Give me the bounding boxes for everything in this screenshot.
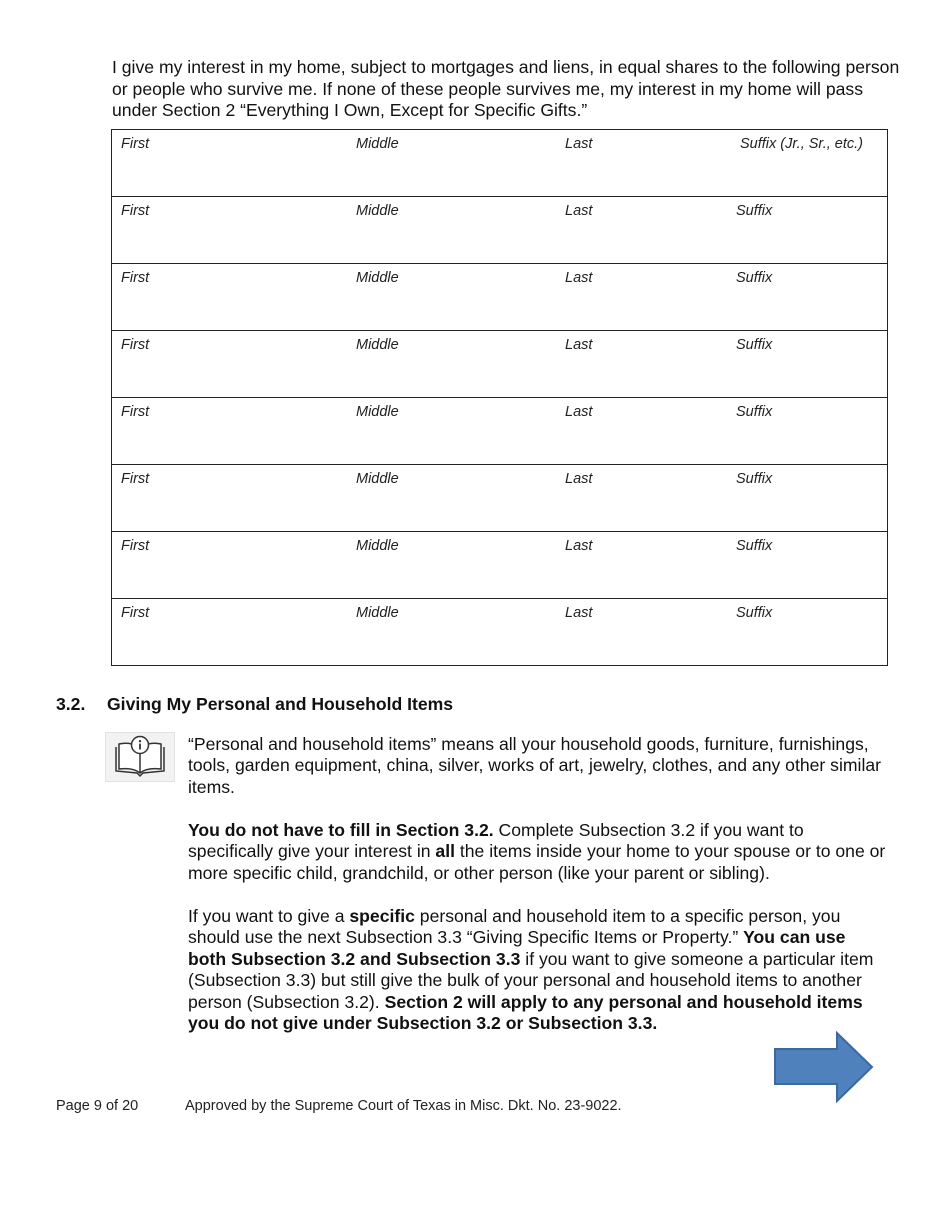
- first-name-label: First: [121, 605, 150, 621]
- last-name-label: Last: [565, 203, 593, 219]
- name-entry-cell[interactable]: [112, 599, 888, 666]
- middle-name-label: Middle: [356, 337, 399, 353]
- name-entry-cell[interactable]: [112, 264, 888, 331]
- name-entry-cell[interactable]: [112, 532, 888, 599]
- paragraph-text: Complete Subsection 3.2 if you want to specifically give your interest in: [188, 820, 804, 862]
- instruction-paragraph-1: [188, 820, 888, 884]
- middle-name-label: Middle: [356, 203, 399, 219]
- middle-name-label: Middle: [356, 270, 399, 286]
- middle-name-label: Middle: [356, 471, 399, 487]
- first-name-label: First: [121, 136, 150, 152]
- last-name-label: Last: [565, 337, 593, 353]
- bold-all: all: [435, 841, 455, 862]
- info-book-icon: [105, 732, 175, 782]
- middle-name-label: Middle: [356, 605, 399, 621]
- middle-name-label: Middle: [356, 404, 399, 420]
- name-entry-cell[interactable]: [112, 197, 888, 264]
- first-name-label: First: [121, 471, 150, 487]
- bold-lead: You do not have to fill in Section 3.2.: [188, 820, 494, 840]
- right-arrow-icon[interactable]: [773, 1031, 875, 1110]
- middle-name-label: Middle: [356, 538, 399, 554]
- first-name-label: First: [121, 270, 150, 286]
- suffix-label: Suffix: [736, 471, 773, 487]
- suffix-label: Suffix: [736, 605, 773, 621]
- name-row: [112, 599, 888, 666]
- suffix-label: Suffix: [736, 337, 773, 353]
- section-heading: [56, 694, 453, 715]
- bold-specific: specific: [349, 906, 415, 926]
- section-title: Giving My Personal and Household Items: [107, 694, 454, 714]
- first-name-label: First: [121, 337, 150, 353]
- first-name-label: First: [121, 203, 150, 219]
- bold-section-2-note: Section 2 will apply to any personal and household items you do not give under Subsection 3.2 or Subsection 3.3.: [188, 991, 863, 1034]
- suffix-label: Suffix: [736, 404, 773, 420]
- intro-paragraph: I give my interest in my home, subject to mortgages and liens, in equal shares to the following person or people who survive me. If none of these people survives me, my interest in my home will pass under Section 2 “Everything I Own, Except for Specific Gifts.”: [112, 57, 900, 120]
- suffix-label: Suffix: [736, 270, 773, 286]
- paragraph-text: if you want to give someone a particular item (Subsection 3.3) but still give the bulk of your personal and household items to another person (Subsection 3.2).: [188, 948, 874, 1012]
- name-entry-cell[interactable]: [112, 331, 888, 398]
- first-name-label: First: [121, 538, 150, 554]
- name-row: [112, 398, 888, 465]
- last-name-label: Last: [565, 605, 593, 621]
- beneficiary-name-table: [111, 129, 888, 666]
- last-name-label: Last: [565, 538, 593, 554]
- section-number: 3.2.: [56, 694, 86, 714]
- suffix-label: Suffix (Jr., Sr., etc.): [740, 136, 863, 152]
- name-row: [112, 197, 888, 264]
- approval-note: Approved by the Supreme Court of Texas in Misc. Dkt. No. 23-9022.: [185, 1098, 622, 1114]
- suffix-label: Suffix: [736, 203, 773, 219]
- definition-paragraph: “Personal and household items” means all your household goods, furniture, furnishings, tools, garden equipment, china, silver, works of art, jewelry, clothes, and any other similar items.: [188, 734, 881, 797]
- paragraph-text: personal and household item to a specific person, you should use the next Subsection 3.3 “Giving Specific Items or Property.”: [188, 906, 841, 948]
- last-name-label: Last: [565, 270, 593, 286]
- name-row: [112, 465, 888, 532]
- last-name-label: Last: [565, 471, 593, 487]
- name-row: [112, 331, 888, 398]
- paragraph-text: If you want to give a: [188, 906, 350, 926]
- name-entry-cell[interactable]: [112, 130, 888, 197]
- first-name-label: First: [121, 404, 150, 420]
- instruction-paragraph-2: [188, 906, 888, 1034]
- name-row: [112, 130, 888, 197]
- name-entry-cell[interactable]: [112, 398, 888, 465]
- bold-both-subsections: You can use both Subsection 3.2 and Subsection 3.3: [188, 927, 846, 969]
- name-entry-cell[interactable]: [112, 465, 888, 532]
- name-row: [112, 532, 888, 599]
- last-name-label: Last: [565, 136, 593, 152]
- last-name-label: Last: [565, 404, 593, 420]
- paragraph-text: the items inside your home to your spouse or to one or more specific child, grandchild, or other person (like your parent or sibling).: [188, 841, 886, 883]
- name-row: [112, 264, 888, 331]
- page-number: Page 9 of 20: [56, 1098, 139, 1114]
- suffix-label: Suffix: [736, 538, 773, 554]
- middle-name-label: Middle: [356, 136, 399, 152]
